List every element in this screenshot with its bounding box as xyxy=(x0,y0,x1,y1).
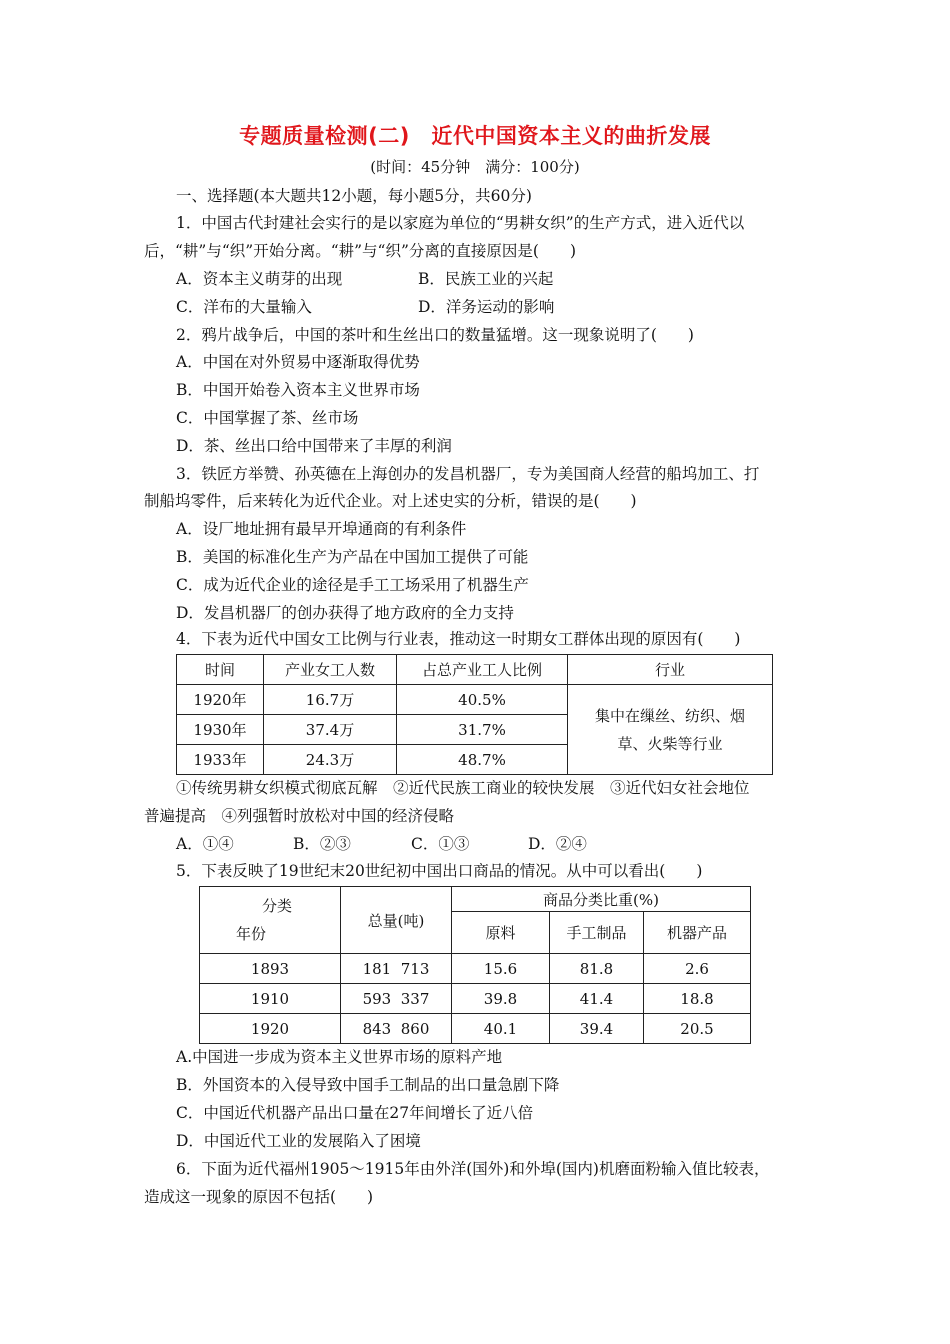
q5-table xyxy=(199,886,751,1044)
table-row xyxy=(200,1014,751,1044)
table-cell: 40.5% xyxy=(397,685,568,715)
table-cell: 1920 xyxy=(200,1014,341,1044)
q1-option-b: B．民族工业的兴起 xyxy=(418,270,554,288)
q5-option-a: A.中国进一步成为资本主义世界市场的原料产地 xyxy=(176,1048,503,1066)
table-cell: 24.3万 xyxy=(264,745,397,775)
section-heading: 一、选择题(本大题共12小题，每小题5分，共60分) xyxy=(176,187,532,205)
q3-option-a: A．设厂地址拥有最早开埠通商的有利条件 xyxy=(176,520,467,538)
table-header-cell: 原料 xyxy=(452,912,550,954)
corner-label-bottom: 年份 xyxy=(236,925,267,943)
table-header-cell: 手工制品 xyxy=(550,912,644,954)
q1-stem-line2: 后，“耕”与“织”开始分离。“耕”与“织”分离的直接原因是( ) xyxy=(144,242,576,260)
q4-option-a: A．①④ xyxy=(176,835,234,853)
q4-option-d: D．②④ xyxy=(528,835,587,853)
q2-stem: 2．鸦片战争后，中国的茶叶和生丝出口的数量猛增。这一现象说明了( ) xyxy=(176,326,694,344)
q5-option-d: D．中国近代工业的发展陷入了困境 xyxy=(176,1132,421,1150)
table-cell: 1893 xyxy=(200,954,341,984)
table-row xyxy=(200,954,751,984)
q3-stem-line2: 制船坞零件，后来转化为近代企业。对上述史实的分析，错误的是( ) xyxy=(144,492,637,510)
table-cell: 15.6 xyxy=(452,954,550,984)
table-cell: 20.5 xyxy=(644,1014,751,1044)
q4-option-b: B．②③ xyxy=(293,835,351,853)
table-header-cell: 时间 xyxy=(177,655,264,685)
q1-option-a: A．资本主义萌芽的出现 xyxy=(176,270,343,288)
q3-option-c: C．成为近代企业的途径是手工工场采用了机器生产 xyxy=(176,576,529,594)
table-cell: 48.7% xyxy=(397,745,568,775)
q2-option-b: B．中国开始卷入资本主义世界市场 xyxy=(176,381,420,399)
table-group-header: 商品分类比重(%) xyxy=(452,887,751,912)
q4-stem: 4．下表为近代中国女工比例与行业表，推动这一时期女工群体出现的原因有( ) xyxy=(176,630,741,648)
table-cell: 593 337 xyxy=(341,984,452,1014)
table-row xyxy=(200,984,751,1014)
q4-statements-line1: ①传统男耕女织模式彻底瓦解 ②近代民族工商业的较快发展 ③近代妇女社会地位 xyxy=(176,779,750,797)
table-cell: 181 713 xyxy=(341,954,452,984)
table-cell: 37.4万 xyxy=(264,715,397,745)
table-row xyxy=(177,685,773,715)
table-cell: 40.1 xyxy=(452,1014,550,1044)
table-cell: 1930年 xyxy=(177,715,264,745)
table-cell: 39.4 xyxy=(550,1014,644,1044)
q1-stem-line1: 1．中国古代封建社会实行的是以家庭为单位的“男耕女织”的生产方式，进入近代以 xyxy=(176,214,745,232)
table-header-row xyxy=(177,655,773,685)
q6-stem-line2: 造成这一现象的原因不包括( ) xyxy=(144,1188,374,1206)
q4-option-c: C．①③ xyxy=(411,835,470,853)
table-header-cell: 占总产业工人比例 xyxy=(397,655,568,685)
table-cell: 39.8 xyxy=(452,984,550,1014)
q6-stem-line1: 6．下面为近代福州1905～1915年由外洋(国外)和外埠(国内)机磨面粉输入值比较表， xyxy=(176,1160,770,1178)
table-header-cell: 行业 xyxy=(568,655,773,685)
q1-option-c: C．洋布的大量输入 xyxy=(176,298,312,316)
q5-option-b: B．外国资本的入侵导致中国手工制品的出口量急剧下降 xyxy=(176,1076,560,1094)
industry-text-line2: 草、火柴等行业 xyxy=(617,734,723,753)
q3-option-b: B．美国的标准化生产为产品在中国加工提供了可能 xyxy=(176,548,529,566)
q3-option-d: D．发昌机器厂的创办获得了地方政府的全力支持 xyxy=(176,604,514,622)
q3-stem-line1: 3．铁匠方举赞、孙英德在上海创办的发昌机器厂，专为美国商人经营的船坞加工、打 xyxy=(176,465,760,483)
exam-info: (时间：45分钟 满分：100分) xyxy=(370,158,580,176)
table-header-cell: 机器产品 xyxy=(644,912,751,954)
q4-table xyxy=(176,654,773,775)
table-header-cell: 产业女工人数 xyxy=(264,655,397,685)
table-cell: 31.7% xyxy=(397,715,568,745)
table-cell: 1920年 xyxy=(177,685,264,715)
q2-option-c: C．中国掌握了茶、丝市场 xyxy=(176,409,359,427)
q4-statements-line2: 普遍提高 ④列强暂时放松对中国的经济侵略 xyxy=(144,807,455,825)
table-cell: 16.7万 xyxy=(264,685,397,715)
table-cell: 81.8 xyxy=(550,954,644,984)
q5-stem: 5．下表反映了19世纪末20世纪初中国出口商品的情况。从中可以看出( ) xyxy=(176,862,703,880)
q2-option-a: A．中国在对外贸易中逐渐取得优势 xyxy=(176,353,420,371)
page-title: 专题质量检测(二) 近代中国资本主义的曲折发展 xyxy=(239,124,711,148)
table-cell: 1933年 xyxy=(177,745,264,775)
table-cell: 41.4 xyxy=(550,984,644,1014)
corner-label-top: 分类 xyxy=(262,897,293,915)
industry-cell xyxy=(568,685,773,775)
table-cell: 1910 xyxy=(200,984,341,1014)
table-corner-cell xyxy=(200,887,341,954)
q2-option-d: D．茶、丝出口给中国带来了丰厚的利润 xyxy=(176,437,452,455)
table-cell: 18.8 xyxy=(644,984,751,1014)
industry-text-line1: 集中在缫丝、纺织、烟 xyxy=(594,706,745,725)
table-cell: 2.6 xyxy=(644,954,751,984)
table-header-cell: 总量(吨) xyxy=(341,887,452,954)
q5-option-c: C．中国近代机器产品出口量在27年间增长了近八倍 xyxy=(176,1104,534,1122)
q1-option-d: D．洋务运动的影响 xyxy=(418,298,555,316)
table-header-row xyxy=(200,887,751,912)
table-cell: 843 860 xyxy=(341,1014,452,1044)
